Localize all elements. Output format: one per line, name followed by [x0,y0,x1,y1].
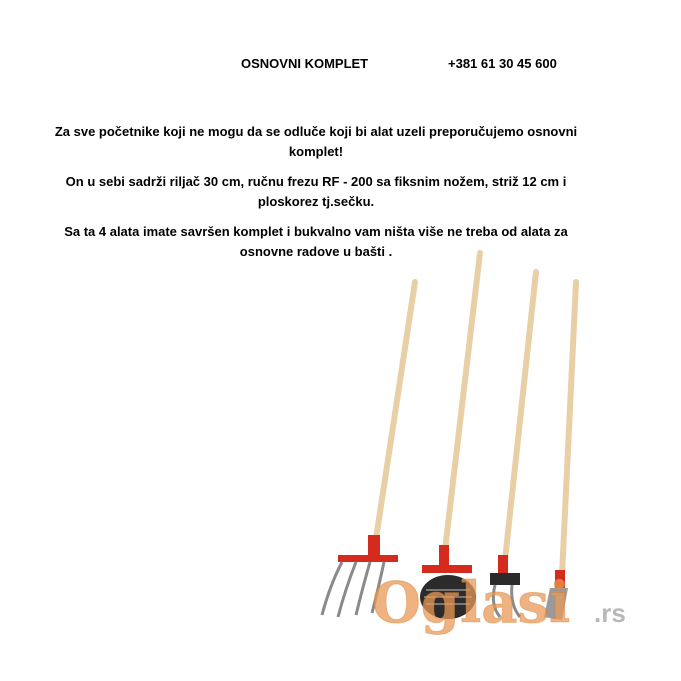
watermark-text: Oglasi [372,570,571,636]
handle-1 [375,282,415,545]
phone-number: +381 61 30 45 600 [448,56,557,71]
handle-3 [505,272,536,560]
handle-4 [562,282,576,575]
tool-handles [375,253,576,575]
paragraph-intro: Za sve početnike koji ne mogu da se odluče koji bi alat uzeli preporučujemo osnovni komplet! [54,124,578,159]
watermark-logo [372,570,652,640]
header [0,56,681,74]
paragraph-summary: Sa ta 4 alata imate savršen komplet i bukvalno vam ništa više ne treba od alata za osnovne radove u bašti . [64,224,568,259]
paragraph-contents: On u sebi sadrži riljač 30 cm, ručnu frezu RF - 200 sa fiksnim nožem, striž 12 cm i ploskorez tj.sečku. [65,174,567,209]
watermark-suffix: .rs [594,598,626,628]
handle-2 [445,253,480,550]
page-title: OSNOVNI KOMPLET [241,56,369,71]
